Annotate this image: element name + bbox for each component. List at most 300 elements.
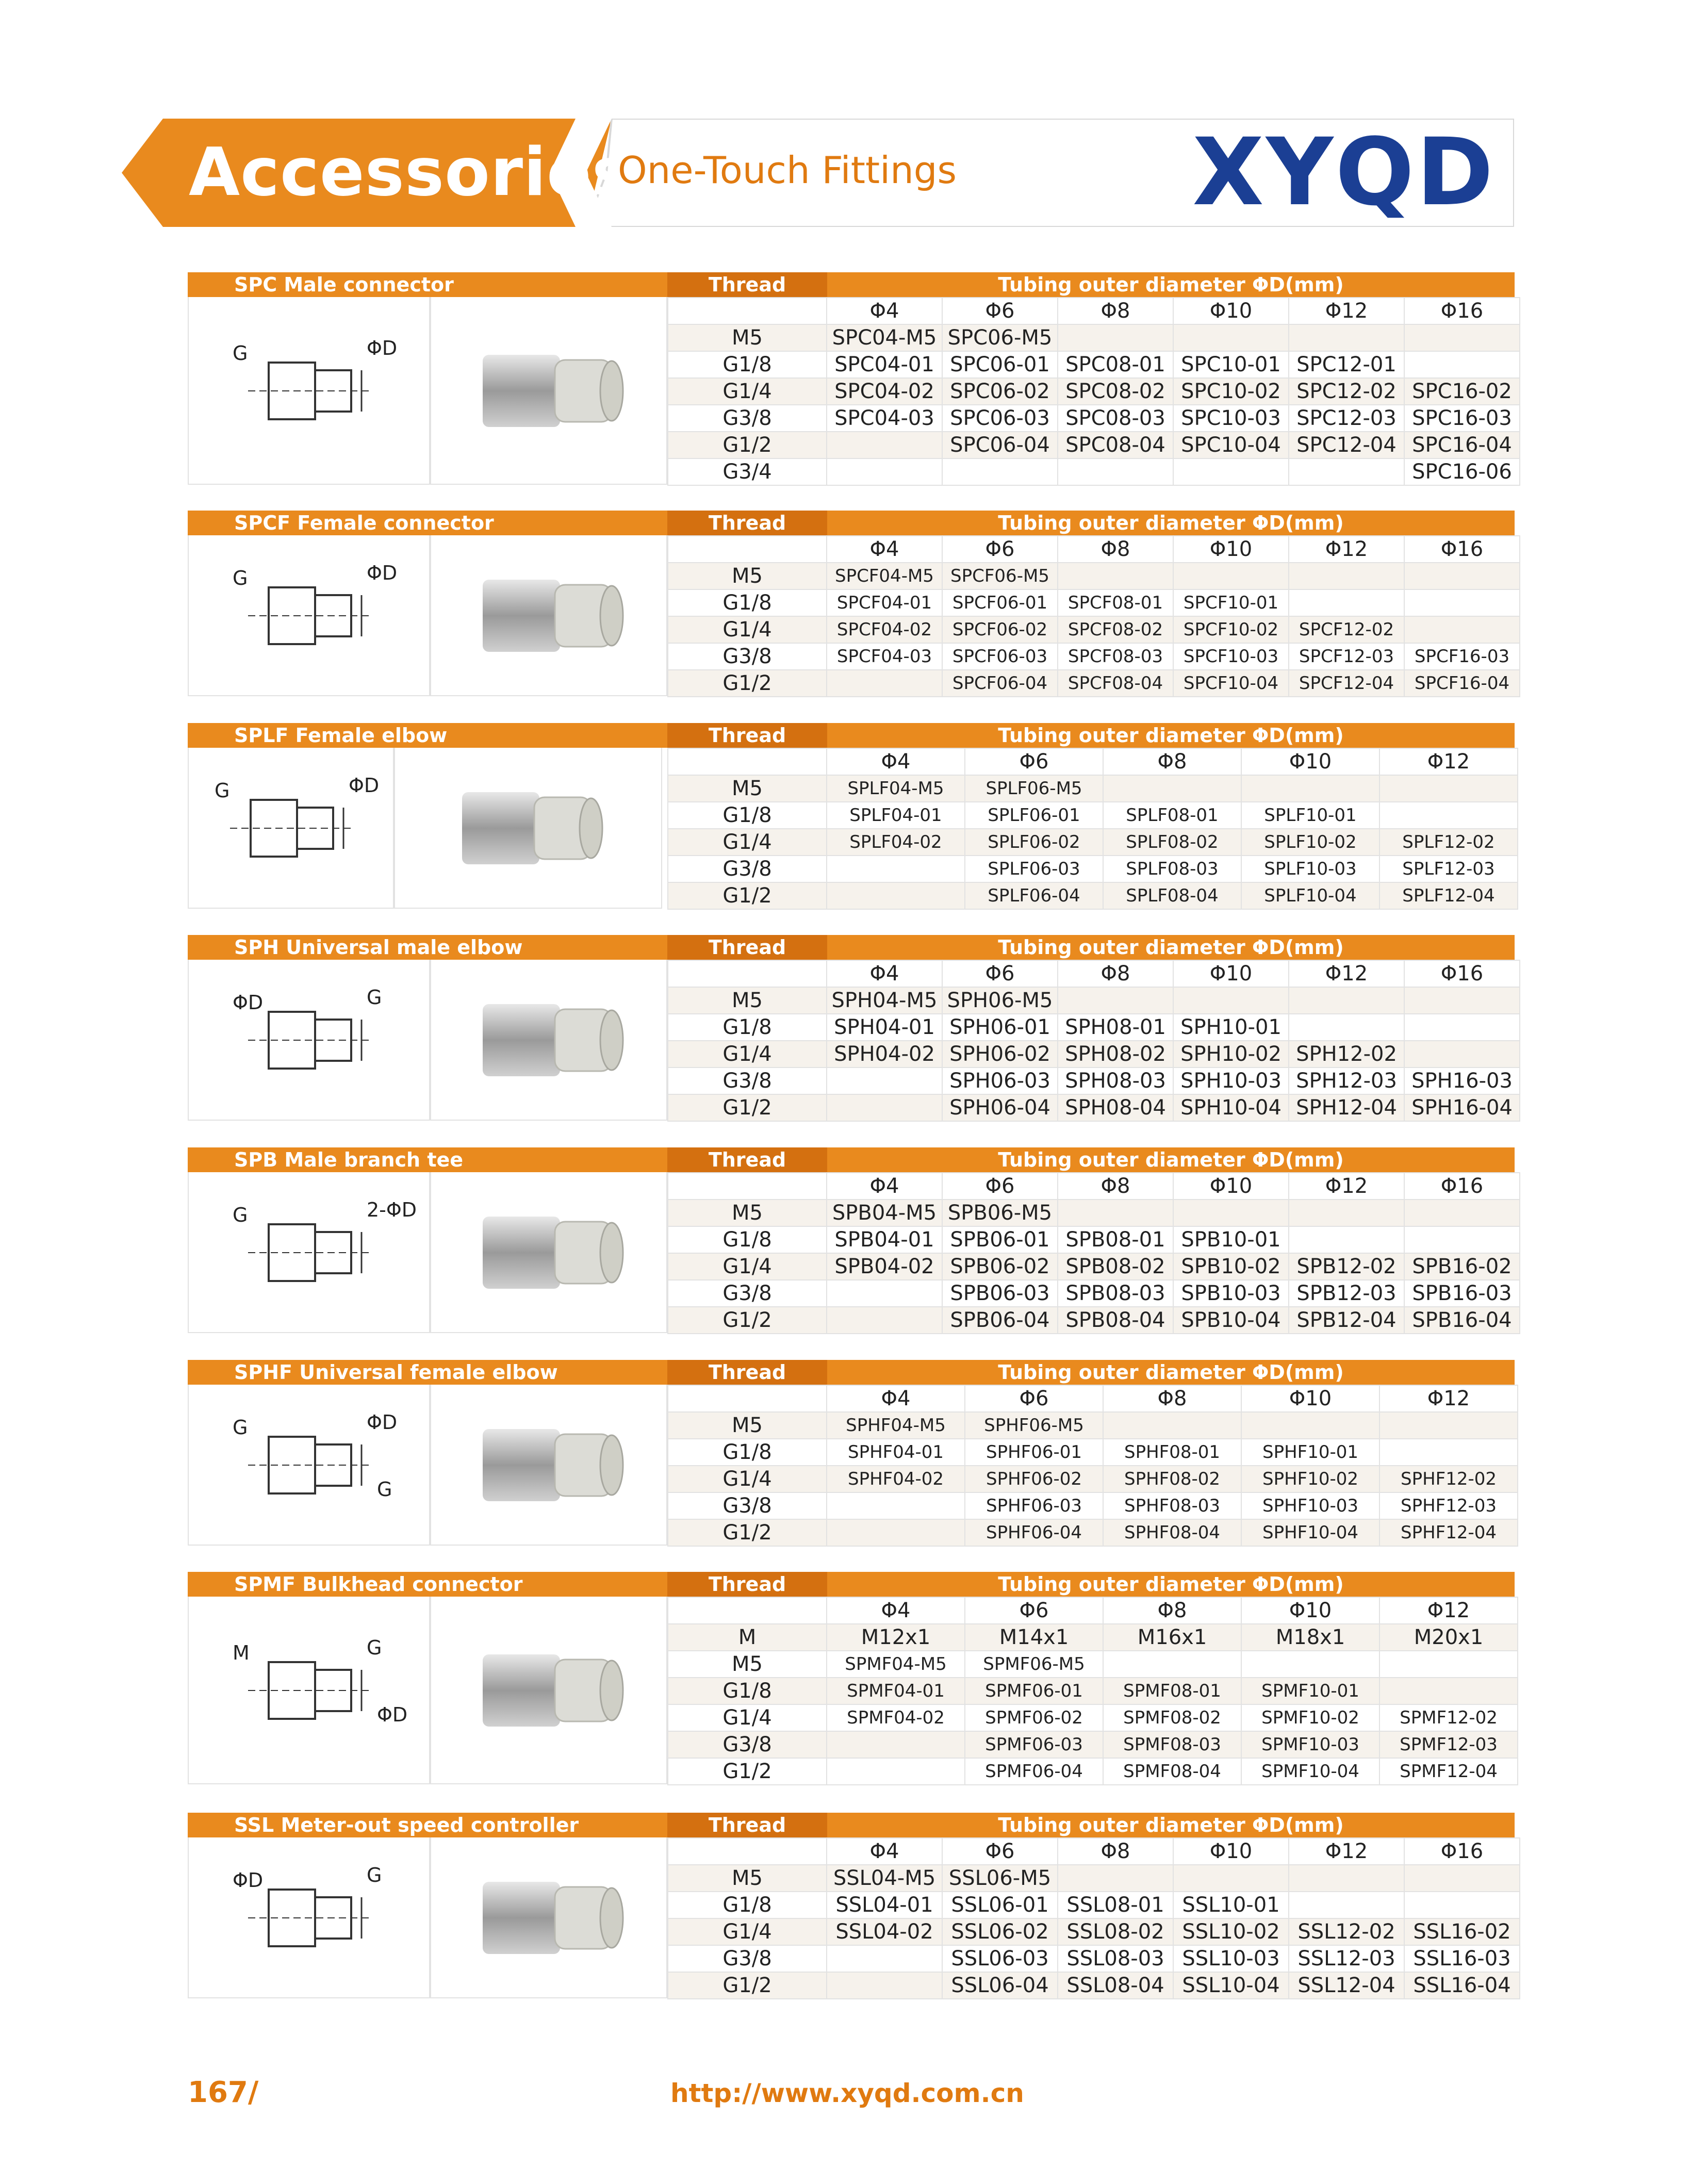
- thread-cell: G3/8: [668, 856, 827, 882]
- table-row: [668, 458, 1520, 485]
- thread-cell: G1/4: [668, 829, 827, 856]
- part-number-cell: SPH04-02: [827, 1041, 942, 1068]
- drawing-label: ΦD: [367, 1411, 398, 1434]
- part-number-cell: SPLF04-02: [827, 829, 965, 856]
- diameter-header: Φ6: [942, 536, 1058, 563]
- table-row: [668, 775, 1518, 802]
- thread-cell: M5: [668, 987, 827, 1014]
- part-number-cell: [827, 1492, 965, 1519]
- diameter-header: Φ12: [1289, 536, 1404, 563]
- diameter-header: Φ4: [827, 536, 942, 563]
- drawing-label: G: [233, 342, 248, 365]
- part-number-cell: SPB04-01: [827, 1226, 942, 1253]
- part-number-cell: SPCF12-02: [1289, 616, 1404, 643]
- thread-cell: G1/4: [668, 378, 827, 405]
- part-number-table: [667, 535, 1520, 697]
- thread-cell: G1/8: [668, 1678, 827, 1704]
- thread-cell: G1/4: [668, 1704, 827, 1731]
- product-photo: [430, 960, 667, 1121]
- part-number-cell: SPLF12-02: [1379, 829, 1518, 856]
- part-number-cell: SPCF04-02: [827, 616, 942, 643]
- thread-cell: G3/8: [668, 1280, 827, 1307]
- thread-cell: M: [668, 1624, 827, 1651]
- drawing-label: G: [233, 1416, 248, 1439]
- diameter-header: Φ4: [827, 298, 942, 324]
- table-row: [668, 563, 1520, 589]
- part-number-cell: [1173, 324, 1289, 351]
- table-row: [668, 1253, 1520, 1280]
- part-number-cell: [1379, 802, 1518, 829]
- part-number-cell: SPC10-03: [1173, 405, 1289, 432]
- technical-drawing: [188, 960, 430, 1121]
- part-number-cell: SPB12-02: [1289, 1253, 1404, 1280]
- section-title: SPMF Bulkhead connector: [234, 1573, 523, 1596]
- product-photo: [430, 1837, 667, 1998]
- thread-cell: G3/8: [668, 1492, 827, 1519]
- diameter-header-row: [668, 298, 1520, 324]
- part-number-cell: [1289, 1226, 1404, 1253]
- table-row: [668, 1200, 1520, 1226]
- part-number-cell: SPMF04-02: [827, 1704, 965, 1731]
- header-banner: [122, 119, 1514, 227]
- diameter-header: Φ8: [1058, 536, 1173, 563]
- part-number-cell: SPMF04-01: [827, 1678, 965, 1704]
- thread-cell: G1/8: [668, 1226, 827, 1253]
- diameter-header: Φ16: [1404, 536, 1520, 563]
- diameter-header: Φ6: [942, 1838, 1058, 1865]
- thread-cell: M5: [668, 563, 827, 589]
- section-header: [188, 935, 1515, 960]
- part-number-cell: SSL08-03: [1058, 1945, 1173, 1972]
- part-number-cell: SPMF10-03: [1241, 1731, 1379, 1758]
- part-number-table: [667, 960, 1520, 1122]
- part-number-cell: SPLF06-M5: [965, 775, 1103, 802]
- part-number-cell: SPCF04-01: [827, 589, 942, 616]
- section-title: SSL Meter-out speed controller: [234, 1814, 579, 1836]
- part-number-cell: [1241, 1412, 1379, 1439]
- part-number-cell: SPLF08-02: [1103, 829, 1241, 856]
- drawing-label: ΦD: [349, 774, 380, 797]
- part-number-cell: SPCF08-02: [1058, 616, 1173, 643]
- part-number-cell: SPB06-M5: [942, 1200, 1058, 1226]
- part-number-cell: SPMF06-M5: [965, 1651, 1103, 1678]
- drawing-label: M: [233, 1641, 250, 1664]
- table-row: [668, 1865, 1520, 1892]
- drawing-label: ΦD: [367, 562, 398, 584]
- part-number-cell: SPMF10-04: [1241, 1758, 1379, 1785]
- part-number-cell: SPHF12-04: [1379, 1519, 1518, 1546]
- part-number-cell: [1404, 563, 1520, 589]
- drawing-label: 2-ΦD: [367, 1198, 417, 1221]
- part-number-cell: SPB08-01: [1058, 1226, 1173, 1253]
- part-number-cell: SPLF06-03: [965, 856, 1103, 882]
- part-number-cell: SPMF06-04: [965, 1758, 1103, 1785]
- diameter-header: Φ10: [1241, 748, 1379, 775]
- part-number-cell: SPHF10-03: [1241, 1492, 1379, 1519]
- part-number-cell: SPLF04-M5: [827, 775, 965, 802]
- part-number-cell: SPC16-04: [1404, 432, 1520, 458]
- part-number-cell: SPLF08-04: [1103, 882, 1241, 909]
- diameter-header: Φ16: [1404, 298, 1520, 324]
- part-number-cell: SPMF08-04: [1103, 1758, 1241, 1785]
- thread-type-label: Thread: [667, 511, 827, 535]
- thread-cell: G1/2: [668, 670, 827, 697]
- part-number-cell: SSL16-04: [1404, 1972, 1520, 1999]
- thread-type-label: Thread: [667, 1360, 827, 1385]
- diameter-header: Φ10: [1173, 1173, 1289, 1200]
- part-number-cell: [1173, 1200, 1289, 1226]
- table-row: [668, 643, 1520, 670]
- table-row: [668, 432, 1520, 458]
- part-number-cell: SPH06-01: [942, 1014, 1058, 1041]
- technical-drawing: [188, 1385, 430, 1546]
- part-number-cell: SPC06-03: [942, 405, 1058, 432]
- part-number-cell: SPH06-03: [942, 1068, 1058, 1094]
- part-number-cell: SPCF06-03: [942, 643, 1058, 670]
- part-number-cell: SSL10-03: [1173, 1945, 1289, 1972]
- part-number-cell: SSL16-02: [1404, 1918, 1520, 1945]
- part-number-cell: SPB06-01: [942, 1226, 1058, 1253]
- part-number-cell: [1103, 1651, 1241, 1678]
- diameter-header-row: [668, 536, 1520, 563]
- part-number-cell: SPH12-02: [1289, 1041, 1404, 1068]
- diameter-header-row: [668, 960, 1520, 987]
- part-number-cell: SPCF10-02: [1173, 616, 1289, 643]
- part-number-cell: [827, 1972, 942, 1999]
- website-link[interactable]: http://www.xyqd.com.cn: [670, 2078, 1024, 2108]
- part-number-cell: SPCF12-03: [1289, 643, 1404, 670]
- part-number-cell: SSL06-M5: [942, 1865, 1058, 1892]
- diameter-header: Φ12: [1289, 1838, 1404, 1865]
- diameter-header: Φ6: [965, 1385, 1103, 1412]
- part-number-cell: [827, 432, 942, 458]
- table-row: [668, 882, 1518, 909]
- technical-drawing: [188, 748, 394, 909]
- thread-cell: M5: [668, 1200, 827, 1226]
- section-header: [188, 1147, 1515, 1172]
- part-number-cell: [827, 458, 942, 485]
- part-number-cell: SSL08-01: [1058, 1892, 1173, 1918]
- diameter-header: Φ4: [827, 1173, 942, 1200]
- product-photo: [430, 535, 667, 696]
- part-number-cell: [1058, 324, 1173, 351]
- part-number-cell: SPH10-01: [1173, 1014, 1289, 1041]
- part-number-cell: SPC08-04: [1058, 432, 1173, 458]
- part-number-cell: SPB16-02: [1404, 1253, 1520, 1280]
- part-number-cell: [1404, 1200, 1520, 1226]
- part-number-cell: SPC16-02: [1404, 378, 1520, 405]
- thread-cell: G1/2: [668, 1519, 827, 1546]
- part-number-cell: SPH16-03: [1404, 1068, 1520, 1094]
- part-number-cell: [1289, 324, 1404, 351]
- thread-cell: G1/4: [668, 1918, 827, 1945]
- tubing-diameter-label: Tubing outer diameter ΦD(mm): [998, 936, 1344, 959]
- part-number-cell: SPLF06-01: [965, 802, 1103, 829]
- part-number-cell: SPMF04-M5: [827, 1651, 965, 1678]
- part-number-cell: SPLF12-03: [1379, 856, 1518, 882]
- drawing-label: G: [233, 1204, 248, 1226]
- thread-cell: G1/2: [668, 882, 827, 909]
- part-number-cell: [1289, 563, 1404, 589]
- part-number-cell: SPLF12-04: [1379, 882, 1518, 909]
- part-number-cell: SPMF06-02: [965, 1704, 1103, 1731]
- diameter-header: Φ8: [1058, 960, 1173, 987]
- part-number-cell: SPC12-04: [1289, 432, 1404, 458]
- part-number-cell: SPC16-06: [1404, 458, 1520, 485]
- table-row: [668, 987, 1520, 1014]
- part-number-cell: SPCF16-04: [1404, 670, 1520, 697]
- table-row: [668, 1651, 1518, 1678]
- part-number-cell: SPB16-04: [1404, 1307, 1520, 1334]
- diameter-header: Φ10: [1173, 1838, 1289, 1865]
- diameter-header: Φ6: [965, 748, 1103, 775]
- thread-cell: G1/4: [668, 616, 827, 643]
- diameter-header: Φ10: [1173, 960, 1289, 987]
- part-number-cell: SSL04-02: [827, 1918, 942, 1945]
- part-number-cell: SSL06-02: [942, 1918, 1058, 1945]
- part-number-cell: SPC08-01: [1058, 351, 1173, 378]
- part-number-cell: SPC08-02: [1058, 378, 1173, 405]
- part-number-cell: SPHF10-02: [1241, 1466, 1379, 1492]
- part-number-cell: SSL12-03: [1289, 1945, 1404, 1972]
- diameter-header: Φ6: [942, 960, 1058, 987]
- thread-cell: G1/2: [668, 432, 827, 458]
- part-number-cell: [1289, 589, 1404, 616]
- part-number-cell: SPC12-03: [1289, 405, 1404, 432]
- part-number-cell: SPH08-04: [1058, 1094, 1173, 1121]
- part-number-cell: SPHF04-M5: [827, 1412, 965, 1439]
- tubing-diameter-label: Tubing outer diameter ΦD(mm): [998, 1814, 1344, 1836]
- part-number-cell: SPMF06-03: [965, 1731, 1103, 1758]
- part-number-cell: SPC04-02: [827, 378, 942, 405]
- thread-cell: G3/8: [668, 405, 827, 432]
- table-row: [668, 405, 1520, 432]
- part-number-cell: SPHF06-03: [965, 1492, 1103, 1519]
- part-number-cell: SPCF06-04: [942, 670, 1058, 697]
- part-number-cell: [1404, 1226, 1520, 1253]
- part-number-cell: SPMF10-02: [1241, 1704, 1379, 1731]
- diameter-header-row: [668, 1173, 1520, 1200]
- tubing-diameter-label: Tubing outer diameter ΦD(mm): [998, 1148, 1344, 1171]
- part-number-cell: SPMF08-03: [1103, 1731, 1241, 1758]
- part-number-cell: [1289, 987, 1404, 1014]
- thread-type-label: Thread: [667, 272, 827, 297]
- part-number-cell: [827, 1280, 942, 1307]
- part-number-cell: SPHF12-03: [1379, 1492, 1518, 1519]
- part-number-cell: [1289, 1200, 1404, 1226]
- table-row: [668, 1972, 1520, 1999]
- drawing-label: G: [367, 1864, 382, 1886]
- table-row: [668, 1624, 1518, 1651]
- part-number-cell: SPCF12-04: [1289, 670, 1404, 697]
- table-row: [668, 378, 1520, 405]
- header-spacer: [668, 298, 827, 324]
- part-number-cell: [1379, 1651, 1518, 1678]
- thread-type-label: Thread: [667, 1147, 827, 1172]
- part-number-table: [667, 1172, 1520, 1334]
- part-number-cell: SPH12-03: [1289, 1068, 1404, 1094]
- thread-type-label: Thread: [667, 1813, 827, 1837]
- table-row: [668, 802, 1518, 829]
- part-number-cell: SPH16-04: [1404, 1094, 1520, 1121]
- drawing-label: ΦD: [377, 1703, 408, 1726]
- part-number-cell: SPB12-04: [1289, 1307, 1404, 1334]
- thread-cell: G1/2: [668, 1758, 827, 1785]
- diameter-header: Φ12: [1379, 1597, 1518, 1624]
- part-number-cell: SPHF10-01: [1241, 1439, 1379, 1466]
- diameter-header: Φ10: [1173, 536, 1289, 563]
- part-number-cell: [1379, 1439, 1518, 1466]
- header-spacer: [668, 1385, 827, 1412]
- table-row: [668, 1280, 1520, 1307]
- section-title: SPCF Female connector: [234, 512, 494, 534]
- tubing-diameter-label: Tubing outer diameter ΦD(mm): [998, 273, 1344, 296]
- part-number-cell: [1241, 775, 1379, 802]
- table-row: [668, 1918, 1520, 1945]
- part-number-cell: SPB06-04: [942, 1307, 1058, 1334]
- part-number-cell: SPH06-02: [942, 1041, 1058, 1068]
- part-number-cell: SPCF06-02: [942, 616, 1058, 643]
- diameter-header: Φ8: [1058, 298, 1173, 324]
- part-number-cell: SPCF08-01: [1058, 589, 1173, 616]
- part-number-cell: [1103, 1412, 1241, 1439]
- part-number-cell: SPC06-01: [942, 351, 1058, 378]
- part-number-cell: SPCF06-M5: [942, 563, 1058, 589]
- diameter-header: Φ8: [1103, 1385, 1241, 1412]
- part-number-cell: [827, 882, 965, 909]
- diameter-header: Φ8: [1058, 1838, 1173, 1865]
- thread-cell: G1/4: [668, 1466, 827, 1492]
- diameter-header-row: [668, 748, 1518, 775]
- drawing-label: ΦD: [367, 337, 398, 359]
- part-number-cell: [942, 458, 1058, 485]
- part-number-cell: SPB04-M5: [827, 1200, 942, 1226]
- diameter-header: Φ16: [1404, 1838, 1520, 1865]
- table-row: [668, 1519, 1518, 1546]
- product-photo: [430, 1172, 667, 1333]
- part-number-cell: SPCF10-04: [1173, 670, 1289, 697]
- part-number-cell: SPC10-02: [1173, 378, 1289, 405]
- part-number-cell: SPB08-03: [1058, 1280, 1173, 1307]
- diameter-header: Φ8: [1058, 1173, 1173, 1200]
- part-number-cell: SSL16-03: [1404, 1945, 1520, 1972]
- part-number-cell: SPHF12-02: [1379, 1466, 1518, 1492]
- section-title: SPHF Universal female elbow: [234, 1361, 558, 1384]
- part-number-cell: [827, 670, 942, 697]
- part-number-cell: SPC12-01: [1289, 351, 1404, 378]
- part-number-cell: [827, 1945, 942, 1972]
- part-number-cell: SPCF10-03: [1173, 643, 1289, 670]
- part-number-cell: SPC06-02: [942, 378, 1058, 405]
- part-number-cell: SPLF04-01: [827, 802, 965, 829]
- part-number-cell: SPB08-02: [1058, 1253, 1173, 1280]
- part-number-cell: SPH10-02: [1173, 1041, 1289, 1068]
- technical-drawing: [188, 1837, 430, 1998]
- part-number-cell: SPH10-04: [1173, 1094, 1289, 1121]
- diameter-header: Φ4: [827, 1597, 965, 1624]
- table-row: [668, 1412, 1518, 1439]
- thread-cell: G1/8: [668, 802, 827, 829]
- drawing-label: G: [377, 1478, 392, 1501]
- part-number-cell: SPLF08-03: [1103, 856, 1241, 882]
- part-number-cell: SSL12-02: [1289, 1918, 1404, 1945]
- part-number-cell: SPLF06-04: [965, 882, 1103, 909]
- table-row: [668, 1307, 1520, 1334]
- section-header: [188, 511, 1515, 535]
- table-row: [668, 1492, 1518, 1519]
- part-number-cell: SSL08-04: [1058, 1972, 1173, 1999]
- part-number-cell: SPC04-03: [827, 405, 942, 432]
- part-number-cell: [1404, 351, 1520, 378]
- part-number-cell: M20x1: [1379, 1624, 1518, 1651]
- part-number-cell: SSL10-02: [1173, 1918, 1289, 1945]
- technical-drawing: [188, 1172, 430, 1333]
- diameter-header: Φ10: [1241, 1385, 1379, 1412]
- header-spacer: [668, 960, 827, 987]
- table-row: [668, 670, 1520, 697]
- part-number-table: [667, 297, 1520, 486]
- part-number-cell: [1173, 458, 1289, 485]
- logo-text: XYQD: [1192, 119, 1496, 226]
- part-number-cell: SPC08-03: [1058, 405, 1173, 432]
- technical-drawing: [188, 297, 430, 485]
- part-number-cell: SSL06-01: [942, 1892, 1058, 1918]
- part-number-cell: SPHF06-01: [965, 1439, 1103, 1466]
- part-number-cell: [1404, 1041, 1520, 1068]
- part-number-table: [667, 1385, 1518, 1547]
- part-number-cell: [1404, 1892, 1520, 1918]
- thread-cell: G1/8: [668, 1014, 827, 1041]
- section-header: [188, 1813, 1515, 1837]
- part-number-cell: SPHF08-02: [1103, 1466, 1241, 1492]
- part-number-cell: SPC04-M5: [827, 324, 942, 351]
- header-spacer: [668, 536, 827, 563]
- part-number-cell: [1289, 1014, 1404, 1041]
- part-number-cell: SPHF06-M5: [965, 1412, 1103, 1439]
- part-number-cell: SPHF10-04: [1241, 1519, 1379, 1546]
- part-number-cell: [1058, 563, 1173, 589]
- part-number-cell: [827, 1519, 965, 1546]
- product-photo: [430, 1385, 667, 1546]
- part-number-cell: SPH04-01: [827, 1014, 942, 1041]
- part-number-cell: [1404, 616, 1520, 643]
- diameter-header: Φ4: [827, 1838, 942, 1865]
- table-row: [668, 829, 1518, 856]
- part-number-cell: SPH08-02: [1058, 1041, 1173, 1068]
- section-title: SPB Male branch tee: [234, 1148, 464, 1171]
- thread-type-label: Thread: [667, 723, 827, 748]
- header-spacer: [668, 1173, 827, 1200]
- diameter-header-row: [668, 1385, 1518, 1412]
- technical-drawing: [188, 1597, 430, 1784]
- part-number-cell: SPMF10-01: [1241, 1678, 1379, 1704]
- part-number-cell: SPB06-03: [942, 1280, 1058, 1307]
- part-number-cell: [1404, 589, 1520, 616]
- diameter-header: Φ12: [1289, 298, 1404, 324]
- part-number-cell: SSL06-03: [942, 1945, 1058, 1972]
- part-number-cell: SSL04-M5: [827, 1865, 942, 1892]
- part-number-cell: SPC10-01: [1173, 351, 1289, 378]
- part-number-cell: [827, 856, 965, 882]
- part-number-cell: SPHF06-02: [965, 1466, 1103, 1492]
- part-number-cell: SPCF06-01: [942, 589, 1058, 616]
- part-number-cell: [827, 1094, 942, 1121]
- table-row: [668, 1439, 1518, 1466]
- part-number-cell: SPH10-03: [1173, 1068, 1289, 1094]
- part-number-cell: SPCF04-M5: [827, 563, 942, 589]
- brand-logo: [1179, 119, 1643, 226]
- part-number-cell: [1058, 987, 1173, 1014]
